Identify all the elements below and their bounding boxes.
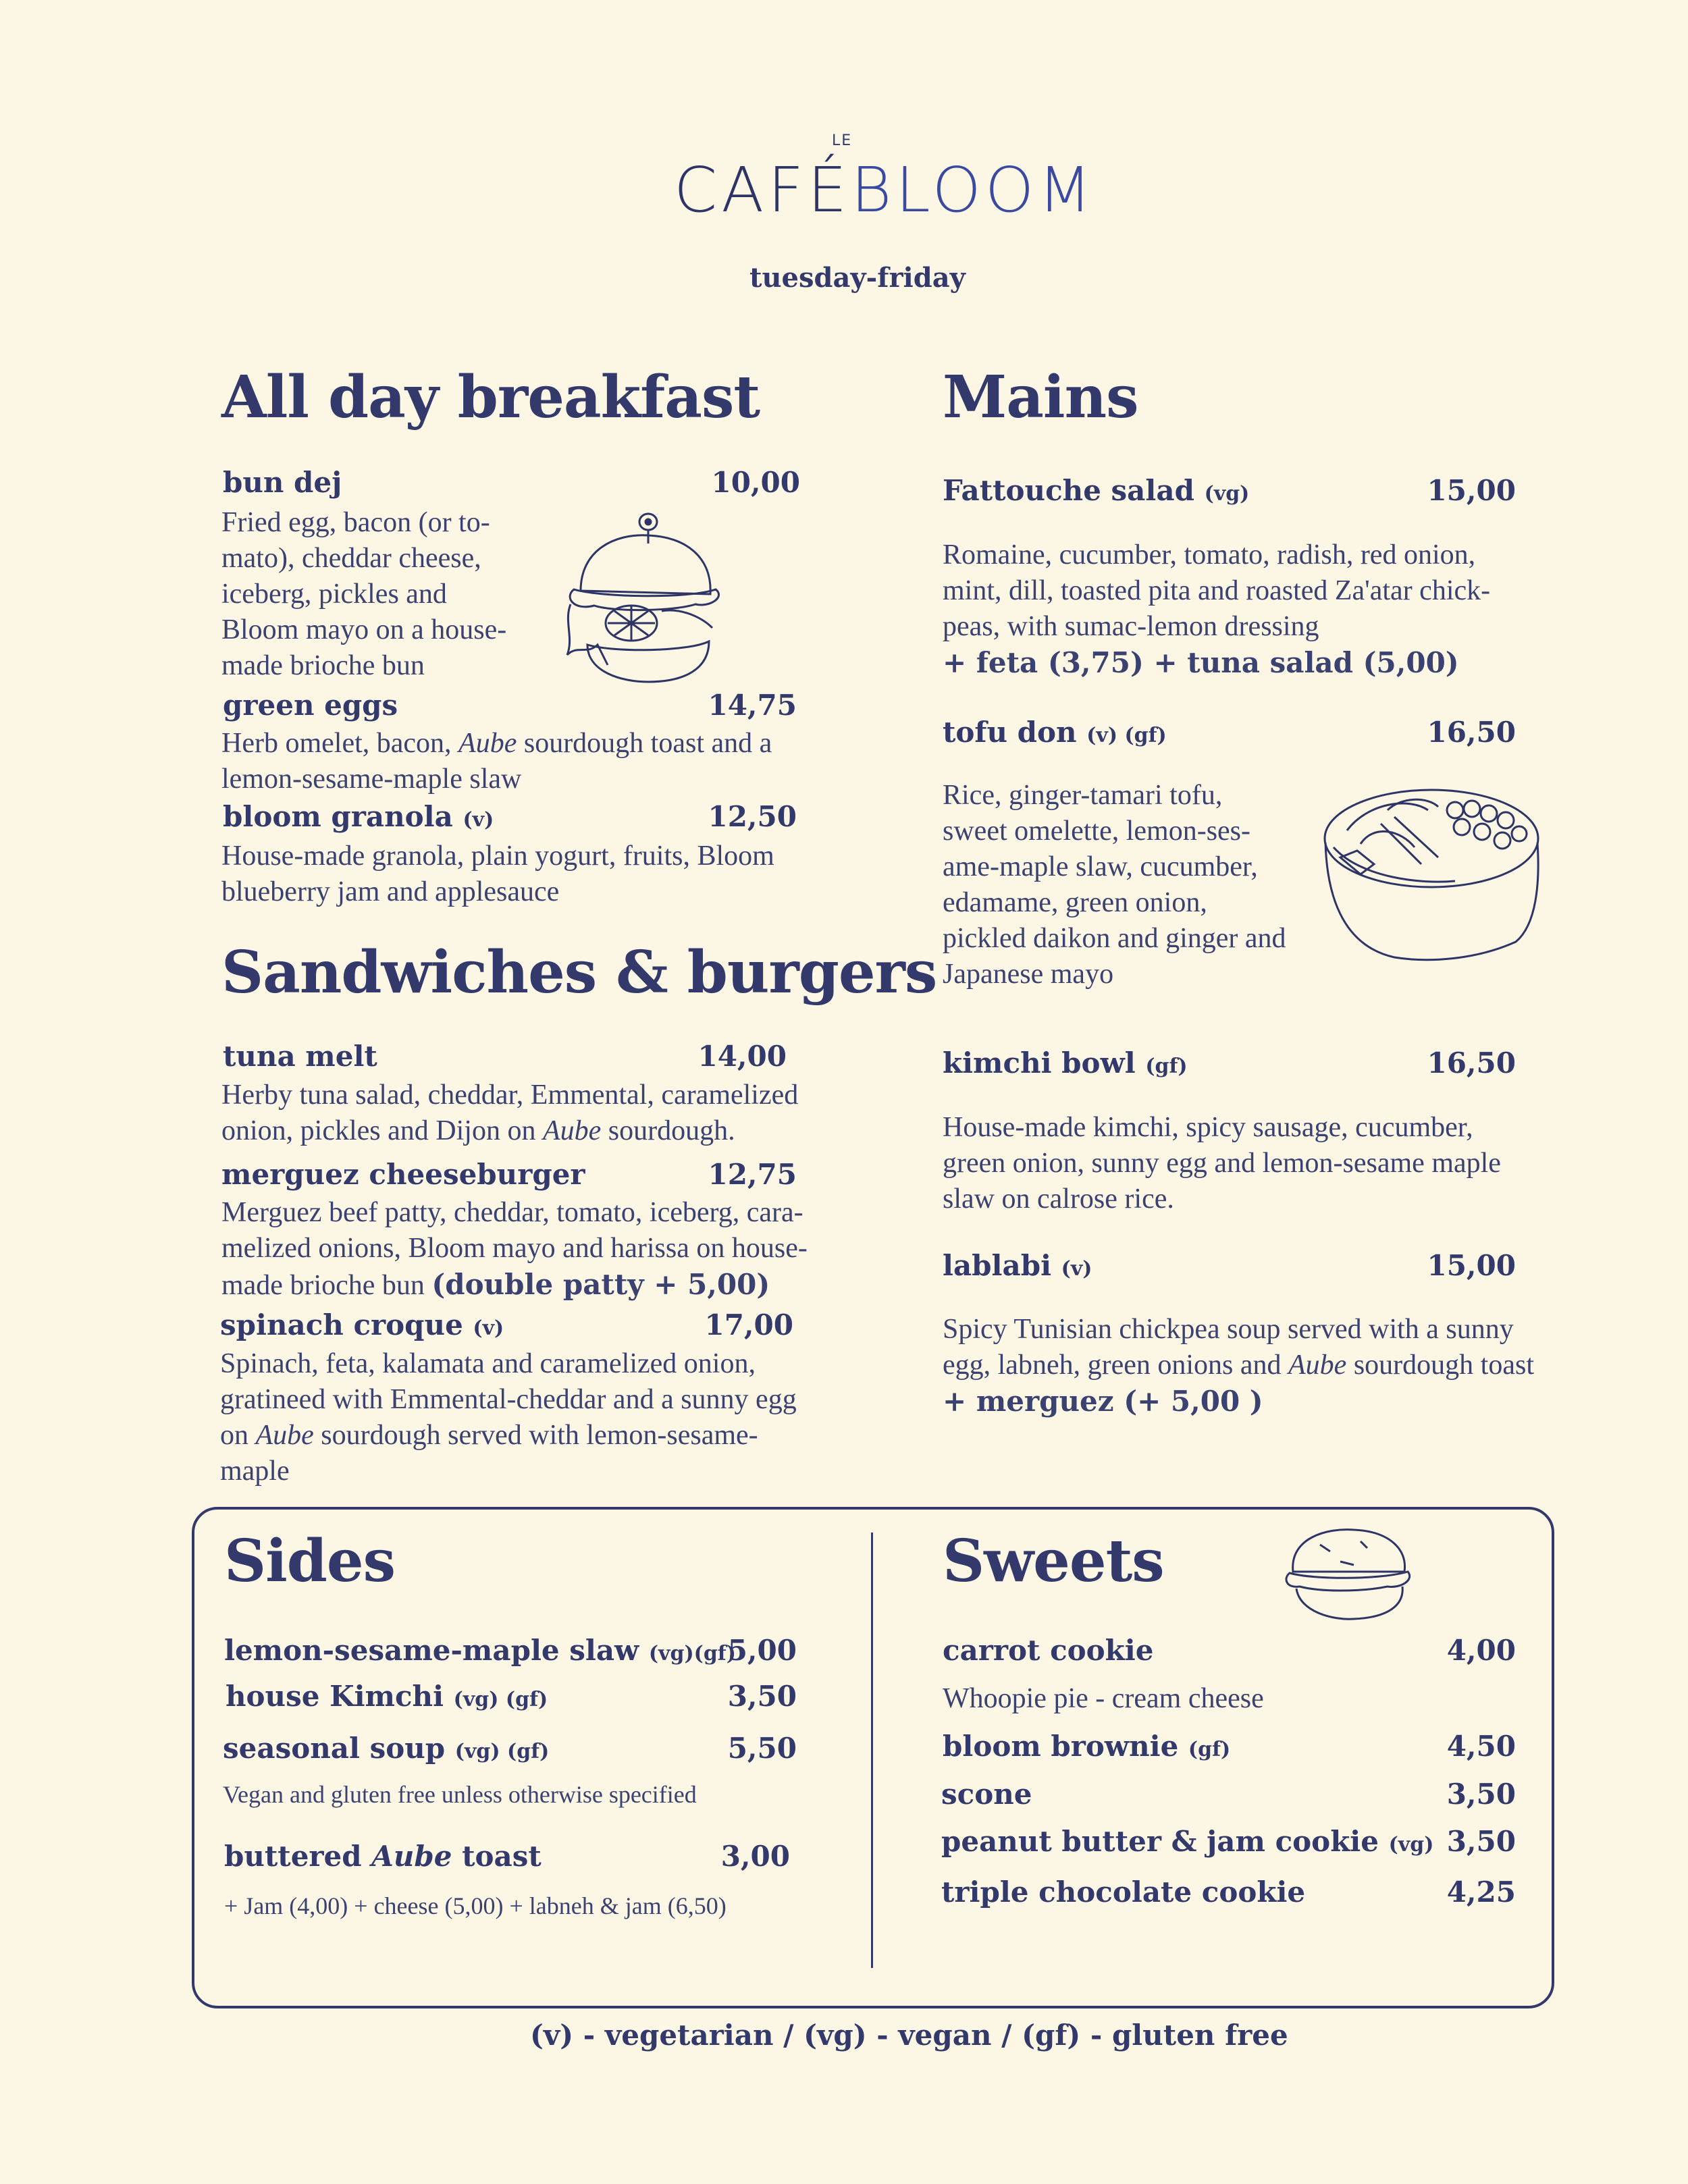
item-price: 3,50 <box>1446 1778 1516 1811</box>
item-price: 15,00 <box>1427 474 1516 507</box>
item-price: 17,00 <box>704 1308 793 1341</box>
item-description: Spicy Tunisian chickpea soup served with a sunny egg, labneh, green onions and Aube sourdough toast + merguez (+ 5,00 ) <box>943 1314 1534 1418</box>
item-price: 10,00 <box>711 466 800 499</box>
item-description: Herb omelet, bacon, Aube sourdough toast and a lemon-sesame-maple slaw <box>221 728 772 795</box>
item-name: bun dej <box>223 466 342 499</box>
item-name: green eggs <box>223 689 398 722</box>
logo-bloom: BLOOM <box>851 154 1096 226</box>
item-name: triple chocolate cookie <box>941 1875 1306 1909</box>
dietary-legend: (v) - vegetarian / (vg) - vegan / (gf) - gluten free <box>530 2019 1288 2052</box>
item-description: House-made granola, plain yogurt, fruits, Bloom blueberry jam and applesauce <box>221 841 774 907</box>
item-name: kimchi bowl (gf) <box>943 1046 1188 1080</box>
item-name: lablabi (v) <box>943 1249 1092 1282</box>
item-description: Spinach, feta, kalamata and caramelized onion, gratineed with Emmental-cheddar and a sunny egg on Aube sourdough served with lemon-sesame-maple <box>220 1348 797 1487</box>
item-price: 4,00 <box>1446 1634 1516 1667</box>
section-title-breakfast: All day breakfast <box>221 363 760 431</box>
item-price: 3,00 <box>720 1840 790 1873</box>
item-name: bloom brownie (gf) <box>943 1730 1231 1763</box>
item-name: lemon-sesame-maple slaw (vg)(gf) <box>224 1634 736 1667</box>
burger-illustration <box>560 510 729 689</box>
item-note: Vegan and gluten free unless otherwise specified <box>223 1781 697 1808</box>
item-description: Romaine, cucumber, tomato, radish, red onion, mint, dill, toasted pita and roasted Za'atar chick- peas, with sumac-lemon dressing + feta (3,75) + tuna salad (5,00) <box>943 539 1491 679</box>
item-price: 3,50 <box>727 1680 797 1713</box>
item-price: 16,50 <box>1427 1046 1516 1080</box>
item-price: 5,50 <box>727 1732 797 1765</box>
item-price: 12,75 <box>708 1158 797 1191</box>
item-price: 12,50 <box>708 800 797 833</box>
item-name: carrot cookie <box>943 1634 1154 1667</box>
whoopie-pie-illustration <box>1280 1524 1415 1626</box>
item-price: 5,00 <box>727 1634 797 1667</box>
item-note: + Jam (4,00) + cheese (5,00) + labneh & jam (6,50) <box>224 1892 727 1919</box>
item-name: house Kimchi (vg) (gf) <box>226 1680 548 1713</box>
logo-le: LE <box>832 132 853 149</box>
item-name: tofu don (v) (gf) <box>943 716 1167 749</box>
bowl-illustration <box>1320 783 1550 965</box>
section-title-sides: Sides <box>224 1527 396 1595</box>
section-title-mains: Mains <box>943 363 1138 431</box>
item-description: Herby tuna salad, cheddar, Emmental, caramelized onion, pickles and Dijon on Aube sourdough. <box>221 1080 799 1146</box>
item-description: Merguez beef patty, cheddar, tomato, iceberg, cara- melized onions, Bloom mayo and harissa on house- made brioche bun (double patty + 5,00) <box>221 1197 808 1301</box>
item-price: 4,25 <box>1446 1875 1516 1909</box>
item-name: bloom granola (v) <box>223 800 494 833</box>
item-note: Whoopie pie - cream cheese <box>943 1683 1264 1714</box>
item-price: 15,00 <box>1427 1249 1516 1282</box>
menu-days: tuesday-friday <box>749 262 966 294</box>
item-description: Rice, ginger-tamari tofu, sweet omelette, lemon-ses- ame-maple slaw, cucumber, edamame, green onion, pickled daikon and ginger and Japanese mayo <box>943 780 1286 990</box>
box-divider <box>871 1533 873 1968</box>
item-price: 14,75 <box>708 689 797 722</box>
section-title-sweets: Sweets <box>943 1527 1164 1595</box>
item-price: 14,00 <box>697 1040 787 1073</box>
logo-cafe: CAFÉ <box>674 154 851 226</box>
item-description: House-made kimchi, spicy sausage, cucumber, green onion, sunny egg and lemon-sesame maple slaw on calrose rice. <box>943 1112 1501 1215</box>
item-name: spinach croque (v) <box>220 1308 504 1341</box>
item-name: merguez cheeseburger <box>221 1158 585 1191</box>
item-name: tuna melt <box>223 1040 377 1073</box>
logo <box>674 154 1096 226</box>
item-name: seasonal soup (vg) (gf) <box>223 1732 550 1765</box>
item-name: scone <box>941 1778 1032 1811</box>
item-name: buttered Aube toast <box>224 1840 542 1873</box>
item-price: 16,50 <box>1427 716 1516 749</box>
item-description: Fried egg, bacon (or to- mato), cheddar cheese, iceberg, pickles and Bloom mayo on a house- made brioche bun <box>221 507 507 681</box>
item-name: peanut butter & jam cookie (vg) <box>941 1825 1434 1858</box>
section-title-sandwiches: Sandwiches & burgers <box>221 938 937 1007</box>
item-price: 3,50 <box>1446 1825 1516 1858</box>
item-price: 4,50 <box>1446 1730 1516 1763</box>
item-name: Fattouche salad (vg) <box>943 474 1250 507</box>
